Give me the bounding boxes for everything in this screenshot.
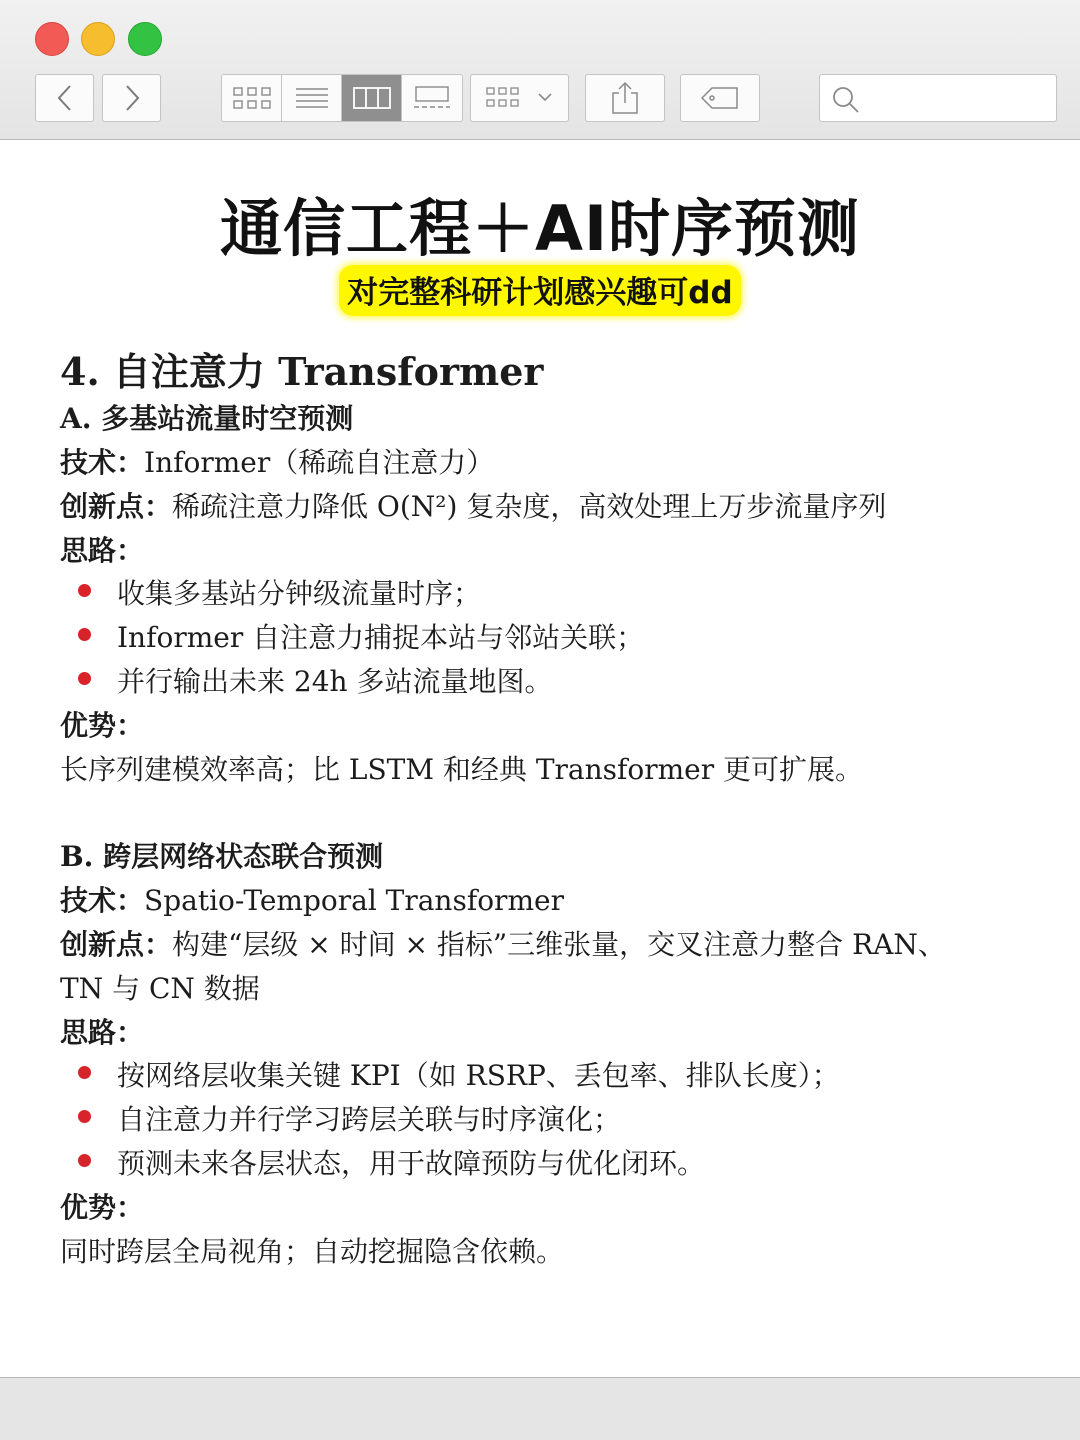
innovation-label: 创新点：	[60, 928, 173, 961]
group-by-button[interactable]	[470, 74, 569, 122]
page-title: 通信工程＋AI时序预测	[219, 192, 861, 265]
share-icon	[610, 81, 640, 115]
list-item: Informer 自注意力捕捉本站与邻站关联；	[117, 621, 645, 654]
status-bar	[0, 1377, 1080, 1440]
part-a-title: A. 多基站流量时空预测	[60, 402, 354, 435]
search-field[interactable]	[819, 74, 1057, 122]
part-b-title: B. 跨层网络状态联合预测	[60, 840, 384, 873]
gallery-view-icon	[413, 85, 451, 111]
column-view-icon	[353, 86, 391, 110]
column-view-button[interactable]	[342, 75, 402, 121]
minimize-button[interactable]	[81, 22, 115, 56]
part-b-innovation-cont: TN 与 CN 数据	[60, 972, 260, 1005]
list-item: 并行输出未来 24h 多站流量地图。	[117, 665, 553, 698]
close-button[interactable]	[35, 22, 69, 56]
list-item: 预测未来各层状态，用于故障预防与优化闭环。	[117, 1147, 706, 1180]
part-a-tech	[60, 441, 1040, 481]
part-b-innovation	[60, 923, 1040, 963]
gallery-view-button[interactable]	[402, 75, 462, 121]
window-toolbar	[0, 0, 1080, 140]
group-by-icon	[485, 85, 555, 111]
chevron-right-icon	[122, 84, 142, 112]
part-a-innovation	[60, 485, 1040, 525]
tag-button[interactable]	[680, 74, 760, 122]
innovation-value: 构建“层级 × 时间 × 指标”三维张量，交叉注意力整合 RAN、	[172, 928, 946, 961]
chevron-left-icon	[55, 84, 75, 112]
bullet-dot	[78, 1110, 91, 1123]
search-input[interactable]	[870, 83, 1049, 115]
tag-icon	[700, 85, 740, 111]
list-item: 收集多基站分钟级流量时序；	[117, 577, 482, 610]
zoom-button[interactable]	[128, 22, 162, 56]
document-content	[0, 141, 1080, 1377]
part-b-tech	[60, 879, 1040, 919]
back-button[interactable]	[35, 74, 94, 122]
list-view-icon	[295, 87, 329, 109]
tech-label: 技术：	[60, 884, 145, 917]
part-a-adv-label: 优势：	[60, 709, 145, 742]
tech-label: 技术：	[60, 446, 145, 479]
list-view-button[interactable]	[282, 75, 342, 121]
share-button[interactable]	[585, 74, 665, 122]
highlighted-subtitle: 对完整科研计划感兴趣可dd	[339, 265, 740, 316]
list-item: 按网络层收集关键 KPI（如 RSRP、丢包率、排队长度）；	[117, 1059, 840, 1092]
tech-value: Informer（稀疏自注意力）	[144, 446, 495, 479]
forward-button[interactable]	[102, 74, 161, 122]
part-b-adv-label: 优势：	[60, 1191, 145, 1224]
innovation-label: 创新点：	[60, 490, 173, 523]
view-mode-switcher	[221, 74, 463, 122]
tech-value: Spatio-Temporal Transformer	[144, 884, 564, 917]
part-b-adv-value: 同时跨层全局视角；自动挖掘隐含依赖。	[60, 1235, 565, 1268]
section-heading: 4. 自注意力 Transformer	[60, 349, 544, 394]
part-b-idea-label: 思路：	[60, 1016, 145, 1049]
bullet-dot	[78, 1154, 91, 1167]
bullet-dot	[78, 628, 91, 641]
subtitle-container	[0, 265, 1080, 316]
list-item: 自注意力并行学习跨层关联与时序演化；	[117, 1103, 622, 1136]
icon-view-button[interactable]	[222, 75, 282, 121]
innovation-value: 稀疏注意力降低 O(N²) 复杂度，高效处理上万步流量序列	[172, 490, 887, 523]
bullet-dot	[78, 1066, 91, 1079]
bullet-dot	[78, 672, 91, 685]
icon-view-icon	[232, 85, 272, 111]
bullet-dot	[78, 584, 91, 597]
search-icon	[832, 86, 860, 114]
part-a-adv-value: 长序列建模效率高；比 LSTM 和经典 Transformer 更可扩展。	[60, 753, 863, 786]
part-a-idea-label: 思路：	[60, 534, 145, 567]
